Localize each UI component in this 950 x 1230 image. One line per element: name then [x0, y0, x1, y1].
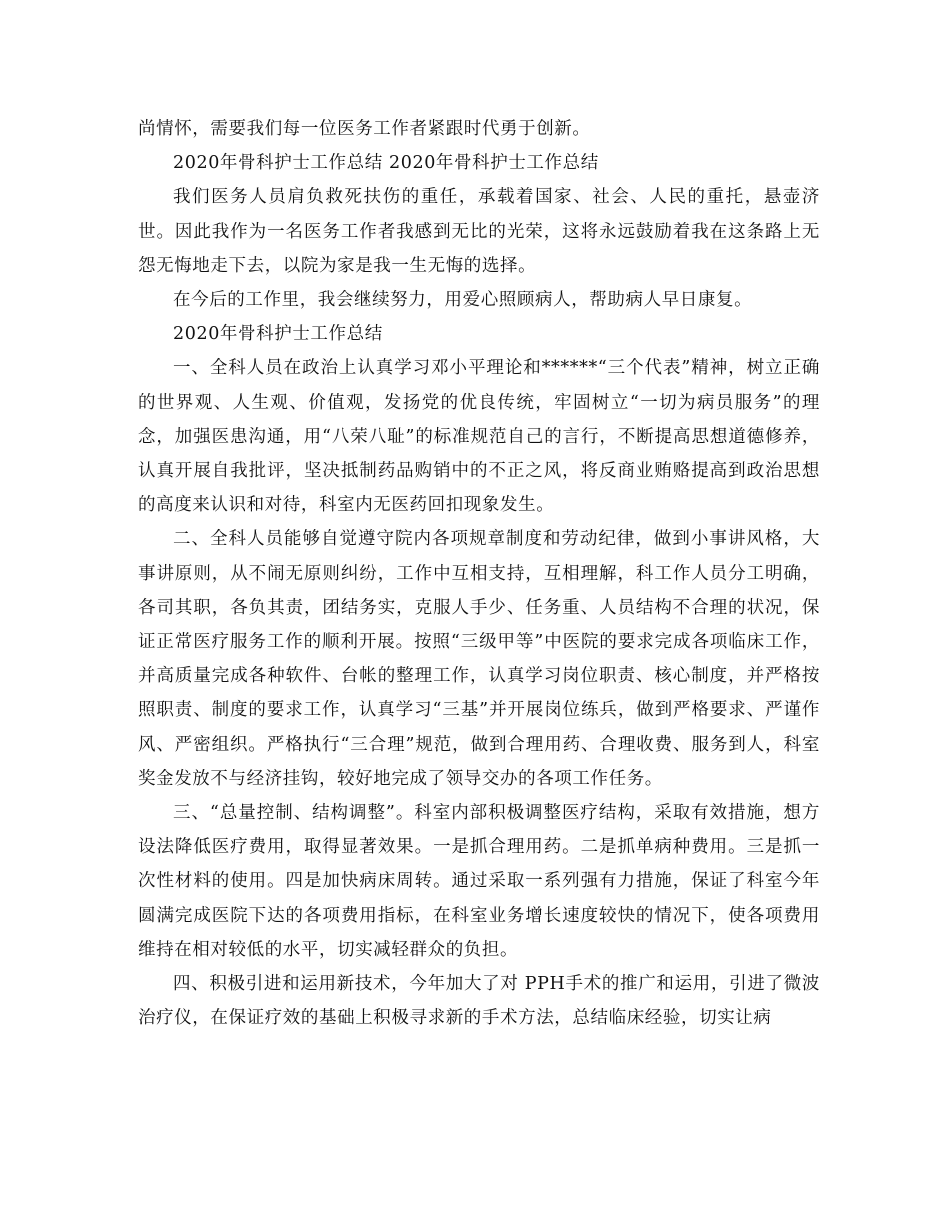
paragraph-heading-duplicate: 2020年骨科护士工作总结 2020年骨科护士工作总结 — [173, 153, 599, 174]
paragraph-responsibility: 我们医务人员肩负救死扶伤的重任，承载着国家、社会、人民的重托，悬壶济世。因此我作为一名医务工作者我感到无比的光荣，这将永远鼓励着我在这条路上无怨无悔地走下去，以院为家是我一生无悔的选择。 — [138, 187, 820, 276]
paragraph-future-work: 在今后的工作里，我会继续努力，用爱心照顾病人，帮助病人早日康复。 — [173, 290, 753, 311]
paragraph-point-two: 二、全科人员能够自觉遵守院内各项规章制度和劳动纪律，做到小事讲风格，大事讲原则，从不闹无原则纠纷，工作中互相支持，互相理解，科工作人员分工明确，各司其职，各负其责，团结务实，克服人手少、任务重、人员结构不合理的状况，保证正常医疗服务工作的顺利开展。按照“三级甲等”中医院的要求完成各项临床工作，并高质量完成各种软件、台帐的整理工作，认真学习岗位职责、核心制度，并严格按照职责、制度的要求工作，认真学习“三基”并开展岗位练兵，做到严格要求、严谨作风、严密组织。严格执行“三合理”规范，做到合理用药、合理收费、服务到人，科室奖金发放不与经济挂钩，较好地完成了领导交办的各项工作任务。 — [138, 529, 820, 789]
document-body — [138, 112, 820, 1035]
paragraph-point-one: 一、全科人员在政治上认真学习邓小平理论和******“三个代表”精神，树立正确的世界观、人生观、价值观，发扬党的优良传统，牢固树立“一切为病员服务”的理念，加强医患沟通，用“八荣八耻”的标准规范自己的言行，不断提高思想道德修养，认真开展自我批评，坚决抵制药品购销中的不正之风，将反商业贿赂提高到政治思想的高度来认识和对待，科室内无医药回扣现象发生。 — [138, 358, 820, 516]
paragraph-intro-continuation: 尚情怀，需要我们每一位医务工作者紧跟时代勇于创新。 — [138, 119, 591, 139]
section-title: 2020年骨科护士工作总结 — [173, 324, 383, 345]
paragraph-point-four: 四、积极引进和运用新技术，今年加大了对 PPH手术的推广和运用，引进了微波治疗仪，在保证疗效的基础上积极寻求新的手术方法，总结临床经验，切实让病 — [138, 974, 820, 1029]
paragraph-point-three: 三、“总量控制、结构调整”。科室内部积极调整医疗结构，采取有效措施，想方设法降低医疗费用，取得显著效果。一是抓合理用药。二是抓单病种费用。三是抓一次性材料的使用。四是加快病床周转。通过采取一系列强有力措施，保证了科室今年圆满完成医院下达的各项费用指标，在科室业务增长速度较快的情况下，使各项费用维持在相对较低的水平，切实减轻群众的负担。 — [138, 803, 820, 960]
